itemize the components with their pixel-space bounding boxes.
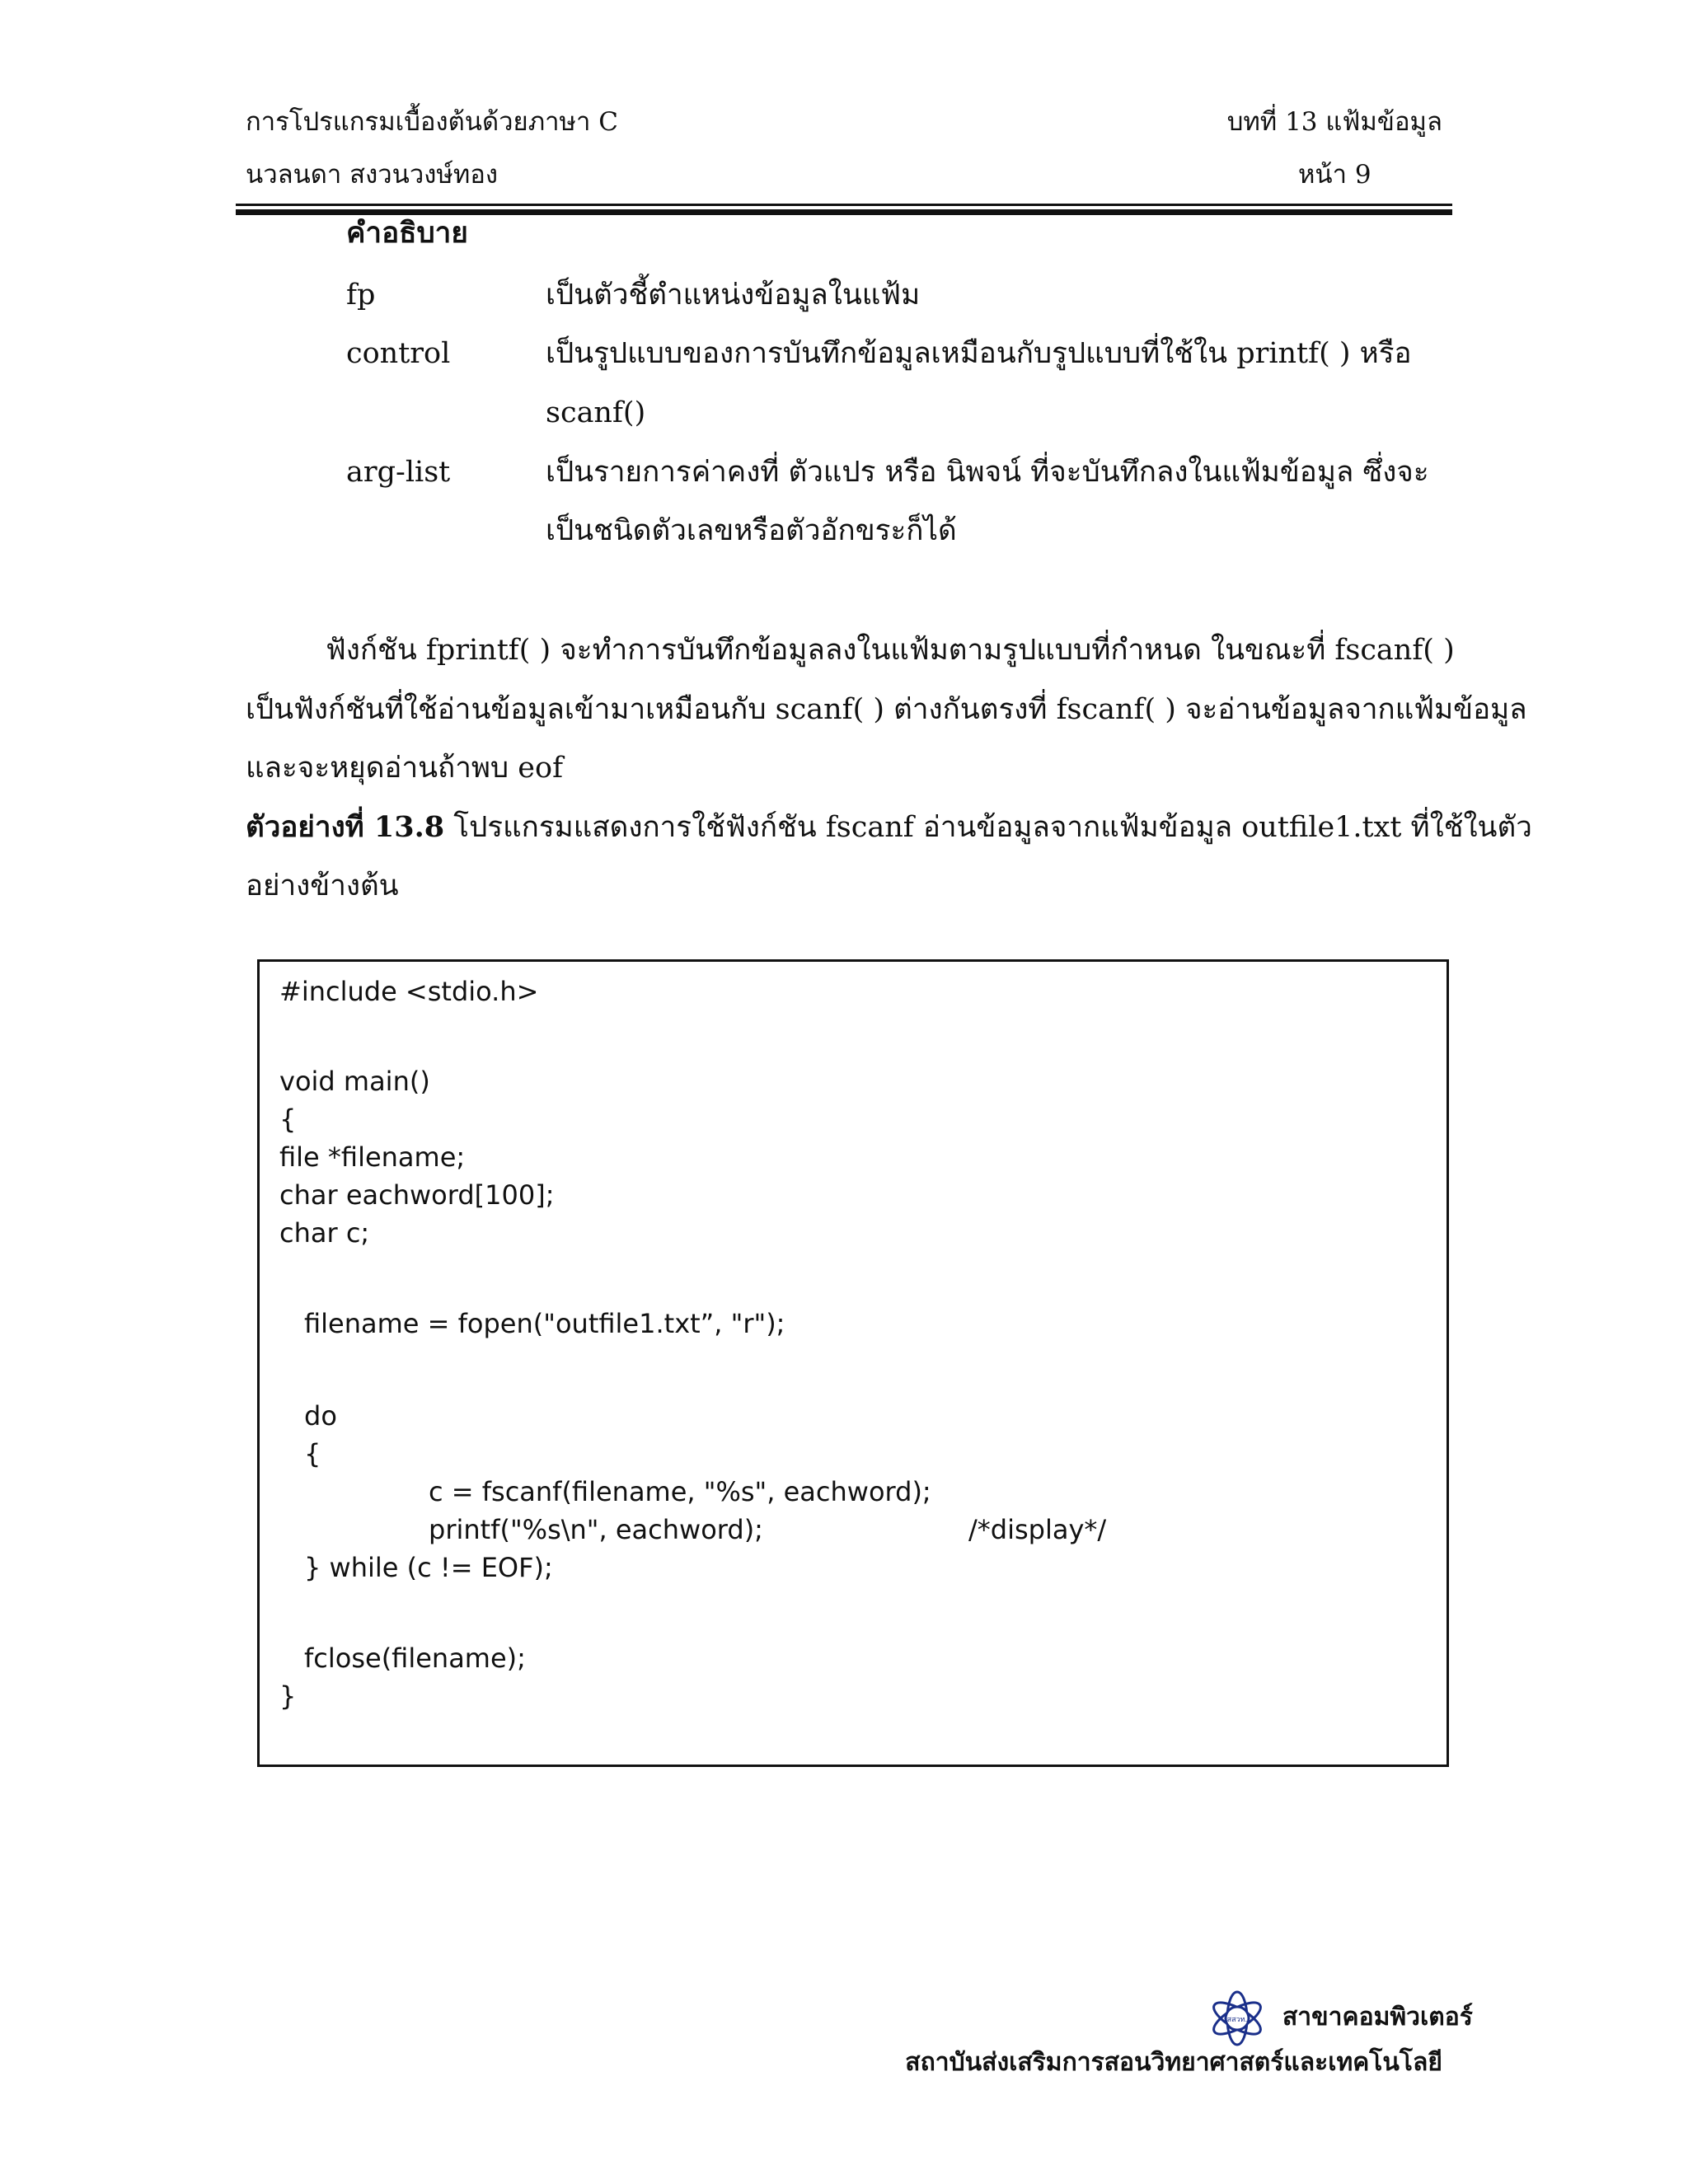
code-line-char-c: char c; [279,1217,370,1249]
example-text: โปรแกรมแสดงการใช้ฟังก์ชัน fscanf อ่านข้อมูลจากแฟ้มข้อมูล outfile1.txt ที่ใช้ในตัว [444,811,1532,844]
code-line-printf: printf("%s\n", eachword); [429,1514,763,1545]
code-line-do-brace: { [304,1438,321,1469]
author-name: นวลนดา สงวนวงษ์ทอง [246,160,499,190]
footer-department: สาขาคอมพิวเตอร์ [1282,2003,1473,2032]
code-line-fopen: filename = fopen("outfile1.txt”, "r"); [304,1308,785,1339]
paragraph-line-3: และจะหยุดอ่านถ้าพบ eof [246,752,564,785]
term-arg-list: arg-list [346,456,451,489]
code-line-fscanf: c = fscanf(filename, "%s", eachword); [429,1476,931,1507]
definition-arg-list-line2: เป็นชนิดตัวเลขหรือตัวอักขระก็ได้ [546,514,957,547]
chapter-title: บทที่ 13 แฟ้มข้อมูล [1226,107,1442,137]
example-label: ตัวอย่างที่ 13.8 [246,810,445,844]
code-line-main: void main() [279,1066,430,1097]
code-line-fclose: fclose(filename); [304,1643,526,1674]
definition-arg-list-line1: เป็นรายการค่าคงที่ ตัวแปร หรือ นิพจน์ ที่จะบันทึกลงในแฟ้มข้อมูล ซึ่งจะ [546,456,1429,489]
code-line-while: } while (c != EOF); [304,1552,553,1583]
institute-logo-icon [1208,1990,1266,2047]
paragraph-line-1: ฟังก์ชัน fprintf( ) จะทำการบันทึกข้อมูลลงในแฟ้มตามรูปแบบที่กำหนด ในขณะที่ fscanf( ) [326,634,1455,667]
code-line-close-brace: } [279,1680,297,1712]
description-title: คำอธิบาย [346,216,468,250]
footer-institute: สถาบันส่งเสริมการสอนวิทยาศาสตร์และเทคโนโลยี [905,2048,1442,2077]
example-heading [246,808,1532,847]
code-line-open-brace: { [279,1104,297,1135]
example-text-line2: อย่างข้างต้น [246,869,399,902]
term-fp: fp [346,279,376,312]
code-line-char-array: char eachword[100]; [279,1179,555,1211]
paragraph-line-2: เป็นฟังก์ชันที่ใช้อ่านข้อมูลเข้ามาเหมือนกับ scanf( ) ต่างกันตรงที่ fscanf( ) จะอ่านข้อมูลจากแฟ้มข้อมูล [246,693,1527,726]
code-line-include: #include <stdio.h> [279,976,539,1007]
logo-text: สสวท. [1226,2016,1248,2024]
term-control: control [346,337,451,370]
page-number: หน้า 9 [1298,160,1372,190]
definition-control-line2: scanf() [546,396,646,429]
code-line-file-decl: file *filename; [279,1141,466,1173]
definition-control-line1: เป็นรูปแบบของการบันทึกข้อมูลเหมือนกับรูปแบบที่ใช้ใน printf( ) หรือ [546,337,1412,370]
header-rule-thin [236,204,1452,206]
definition-fp: เป็นตัวชี้ตำแหน่งข้อมูลในแฟ้ม [546,279,921,312]
course-title: การโปรแกรมเบื้องต้นด้วยภาษา C [246,107,618,137]
code-block [257,959,1449,1767]
code-line-do: do [304,1400,337,1432]
code-line-comment: /*display*/ [968,1514,1107,1545]
